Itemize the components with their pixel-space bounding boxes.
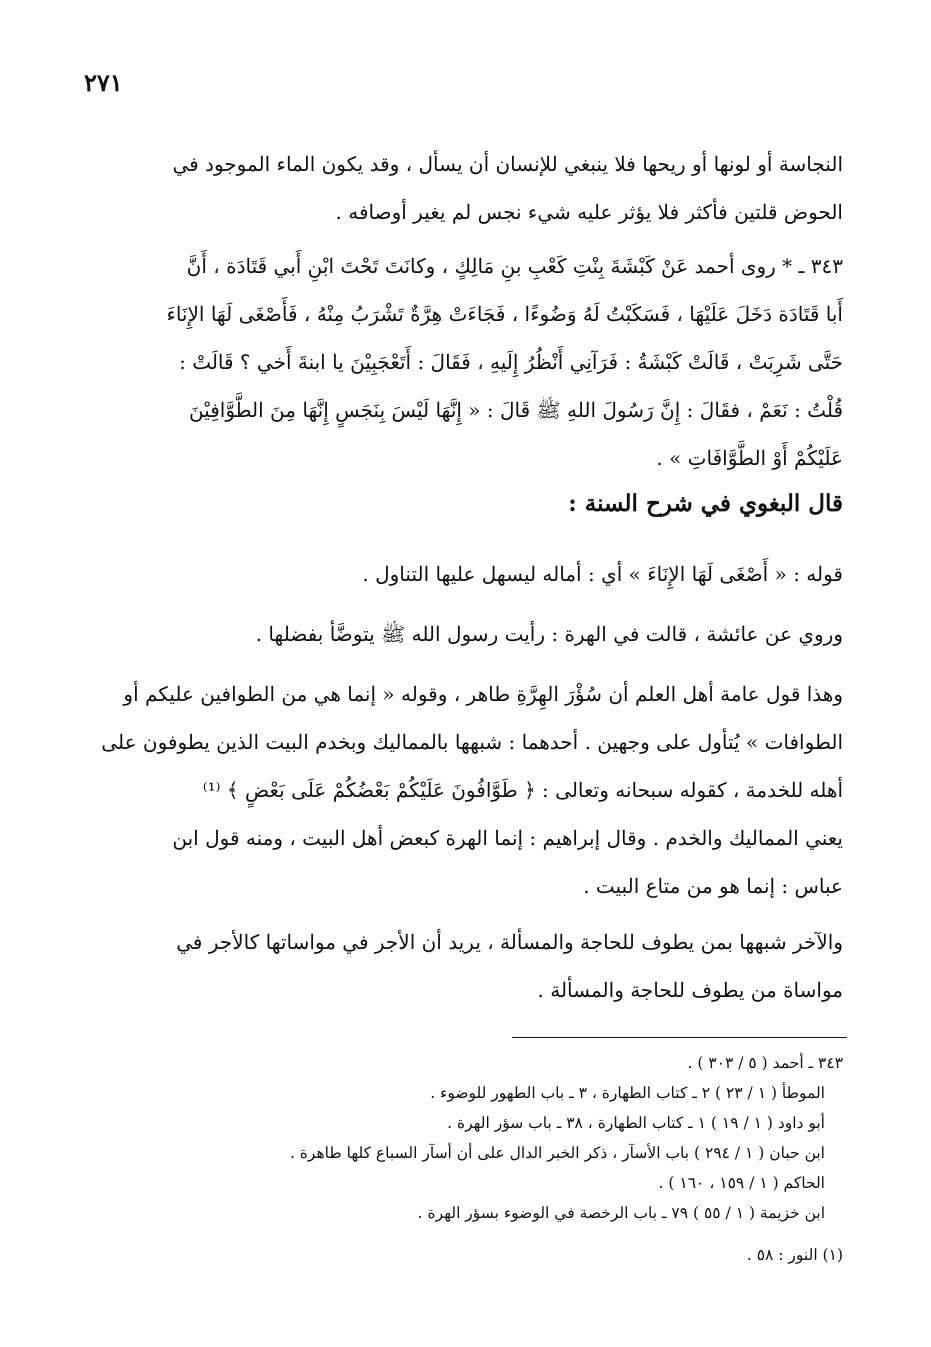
commentary-line: عباس : إنما هو من متاع البيت . [583,874,843,898]
footnote-source: ابن خزيمة ( ١ / ٥٥ ) ٧٩ ـ باب الرخصة في الوضوء بسؤر الهرة . [417,1204,825,1222]
hadith-line: عَلَيْكُمْ أَوْ الطَّوَّافَاتِ » . [656,446,843,470]
commentary-line: الطوافات » يُتأول على وجهين . أحدهما : شبهها بالمماليك وبخدم البيت الذين يطوفون على [101,730,843,754]
footnotes [120,1048,843,1270]
footnote-source: أبو داود ( ١ / ١٩ ) ١ ـ كتاب الطهارة ، ٣٨ ـ باب سؤر الهرة . [447,1114,825,1132]
commentary-paragraph-2 [98,610,843,658]
footnote-source: ابن حبان ( ١ / ٢٩٤ ) باب الأسآر ، ذكر الخبر الدال على أن أسآر السباع كلها طاهرة . [289,1144,825,1162]
commentary-line: يعني المماليك والخدم . وقال إبراهيم : إنما الهرة كبعض أهل البيت ، ومنه قول ابن [172,826,843,850]
page-number: ٢٧١ [84,68,123,97]
commentary-paragraph-1 [98,550,843,598]
footnote-divider [512,1037,847,1038]
intro-line: النجاسة أو لونها أو ريحها فلا ينبغي للإنسان أن يسأل ، وقد يكون الماء الموجود في [172,152,843,176]
commentary-line: قوله : « أَصْغَى لَهَا الإِنَاءَ » أي : أماله ليسهل عليها التناول . [362,562,843,586]
hadith-line: قُلْتُ : نَعَمْ ، فقَالَ : إِنَّ رَسُولَ اللهِ ﷺ قَالَ : « إِنَّهَا لَيْسَ بِنَجَسٍ إِنَّهَا مِنَ الطَّوَّافِيْنَ [188,398,843,422]
commentary-line: مواساة من يطوف للحاجة والمسألة . [537,978,843,1002]
commentary-line: أهله للخدمة ، كقوله سبحانه وتعالى : ﴿ طَوَّافُونَ عَلَيْكُمْ بَعْضُكُمْ عَلَى بَعْضٍ ﴾ ⁽¹⁾ [202,778,843,802]
section-heading: قال البغوي في شرح السنة : [568,490,843,517]
commentary-line: وروي عن عائشة ، قالت في الهرة : رأيت رسول الله ﷺ يتوضَّأ بفضلها . [255,622,843,646]
footnote-source: ٣٤٣ ـ أحمد ( ٥ / ٣٠٣ ) . [687,1054,843,1072]
hadith-line: ٣٤٣ ـ * روى أحمد عَنْ كَبْشَةَ بِنْتِ كَعْبِ بنِ مَالِكٍ ، وكانَتَ تَحْتَ ابْنِ أَبي قَتَادَة ، أَنَّ [186,254,843,278]
intro-line: الحوض قلتين فأكثر فلا يؤثر عليه شيء نجس لم يغير أوصافه . [335,200,843,224]
hadith-line: أَبا قَتَادَة دَخَلَ عَلَيْهَا ، فَسَكَبْتُ لَهُ وَضُوءًا ، فَجَاءَتْ هِرَّةٌ تَشْرَبُ مِنْهُ ، فَأَصْغَى لَهَا الإِنَاءَ [166,302,843,326]
hadith-line: حَتَّى شَرِبَتْ ، قَالَتْ كَبْشَةُ : فَرَآنِي أَنْظُرُ إِلَيهِ ، فَقَالَ : أَتَعْجَبِيْنَ يا ابنةَ أَخي ؟ قَالَتْ : [179,350,843,374]
intro-paragraph [98,140,843,246]
footnote-verse-reference: (١) النور : ٥٨ . [746,1246,843,1264]
footnote-source: الحاكم ( ١ / ١٥٩ ، ١٦٠ ) . [658,1174,825,1192]
hadith-paragraph [98,242,843,492]
commentary-paragraph-4 [98,918,843,1014]
commentary-line: والآخر شبهها بمن يطوف للحاجة والمسألة ، يريد أن الأجر في مواساتها كالأجر في [176,930,843,954]
commentary-paragraph-3 [98,670,843,910]
footnote-spacer [120,1228,843,1240]
commentary-line: وهذا قول عامة أهل العلم أن سُؤْرَ الهِرَّةِ طاهر ، وقوله « إنما هي من الطوافين عليكم أو [123,682,843,706]
footnote-source: الموطأ ( ١ / ٢٣ ) ٢ ـ كتاب الطهارة ، ٣ ـ باب الطهور للوضوء . [430,1084,825,1102]
